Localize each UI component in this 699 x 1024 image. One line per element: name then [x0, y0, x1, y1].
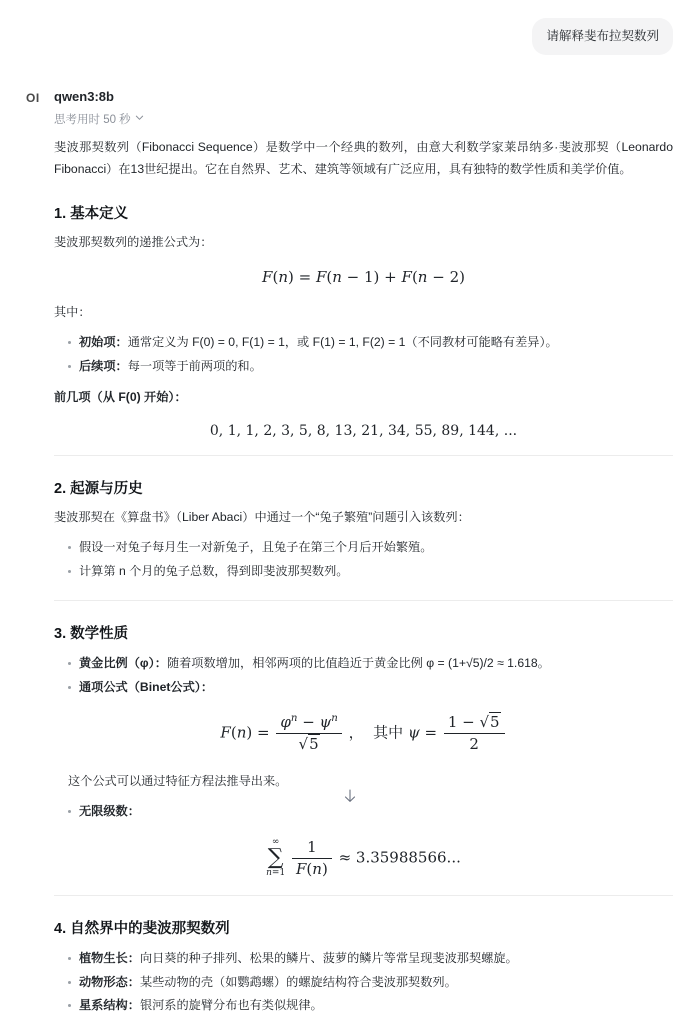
section-3-series-bullets [54, 800, 673, 824]
section-1-terms-label: 前几项（从 F(0) 开始）： [54, 390, 187, 405]
divider [54, 455, 673, 456]
user-message-bubble: 请解释斐布拉契数列 [532, 18, 673, 55]
list-item [68, 676, 673, 700]
section-2-bullets [54, 536, 673, 584]
list-item [68, 560, 673, 584]
list-item [68, 355, 673, 379]
bullet-text: 假设一对兔子每月生一对新兔子，且兔子在第三个月后开始繁殖。 [79, 540, 433, 555]
section-heading-4: 4. 自然界中的斐波那契数列 [54, 920, 230, 937]
bullet-term: 无限级数： [79, 804, 140, 819]
bullet-text: 随着项数增加，相邻两项的比值趋近于黄金比例 φ = (1+√5)/2 ≈ 1.618。 [166, 655, 550, 670]
bullet-term: 初始项： [79, 334, 128, 349]
list-item [68, 652, 673, 676]
section-3-bullets [54, 652, 673, 700]
scrollbar[interactable] [693, 0, 699, 815]
user-message-row [26, 18, 673, 55]
divider [54, 600, 673, 601]
scrollbar-thumb[interactable] [694, 2, 698, 302]
assistant-message-row [26, 89, 673, 1024]
intro-paragraph: 斐波那契数列（Fibonacci Sequence）是数学中一个经典的数列，由意大利数学家莱昂纳多·斐波那契（Leonardo Fibonacci）在13世纪提出。它在自然界、艺术、建筑等领域有广泛应用，具有独特的数学性质和美学价值。 [54, 139, 673, 177]
bullet-text: 向日葵的种子排列、松果的鳞片、菠萝的鳞片等常呈现斐波那契螺旋。 [139, 950, 518, 965]
list-item [68, 800, 673, 824]
bullet-term: 植物生长： [79, 950, 140, 965]
divider [54, 895, 673, 896]
thinking-duration-label: 思考用时 50 秒 [54, 113, 131, 126]
section-1-sublead: 其中： [54, 304, 91, 319]
formula-recurrence: F(n) = F(n − 1) + F(n − 2) [262, 267, 465, 286]
binet-note: 这个公式可以通过特征方程法推导出来。 [68, 773, 288, 788]
assistant-message-body [48, 89, 673, 1024]
arrow-down-icon [342, 788, 358, 804]
list-item [68, 536, 673, 560]
bullet-term: 通项公式（Binet公式）： [79, 679, 214, 694]
bullet-text: 通常定义为 F(0) = 0, F(1) = 1，或 F(1) = 1, F(2) = 1（不同教材可能略有差异）。 [127, 334, 558, 349]
formula-binet: F(n) = $\frac{\varphi^n - \psi^n}{√5}$ ， 其中 ψ = $\frac{1 - √5}{2}$ [54, 713, 673, 754]
list-item [68, 331, 673, 355]
section-heading-2: 2. 起源与历史 [54, 481, 143, 498]
formula-sequence: 0, 1, 1, 2, 3, 5, 8, 13, 21, 34, 55, 89, 144, ... [209, 423, 518, 440]
formula-series: ∞ ∑ n=1 $\frac{1}{F(n)}$ ≈ 3.35988566... [266, 837, 461, 879]
bullet-text: 每一项等于前两项的和。 [127, 358, 262, 373]
list-item [68, 971, 673, 995]
bullet-term: 黄金比例（φ）： [79, 655, 167, 670]
bullet-term: 动物形态： [79, 974, 140, 989]
section-2-lead: 斐波那契在《算盘书》（Liber Abaci）中通过一个“兔子繁殖”问题引入该数列： [54, 510, 470, 525]
scroll-to-bottom-button[interactable] [339, 785, 361, 807]
section-heading-1: 1. 基本定义 [54, 205, 129, 222]
section-heading-3: 3. 数学性质 [54, 625, 129, 642]
assistant-avatar: OI [26, 90, 40, 105]
bullet-term: 星系结构： [79, 998, 140, 1013]
bullet-text: 银河系的旋臂分布也有类似规律。 [139, 998, 323, 1013]
model-name-label: qwen3:8b [54, 88, 114, 104]
bullet-text: 某些动物的壳（如鹦鹉螺）的螺旋结构符合斐波那契数列。 [139, 974, 457, 989]
section-1-bullets [54, 331, 673, 379]
list-item [68, 947, 673, 971]
section-4-bullets [54, 947, 673, 1018]
bullet-text: 计算第 n 个月的兔子总数，得到即斐波那契数列。 [79, 564, 349, 579]
section-1-lead: 斐波那契数列的递推公式为： [54, 234, 213, 249]
thinking-duration-toggle[interactable] [54, 111, 144, 127]
list-item [68, 994, 673, 1018]
chevron-down-icon [135, 113, 144, 122]
bullet-term: 后续项： [79, 358, 128, 373]
